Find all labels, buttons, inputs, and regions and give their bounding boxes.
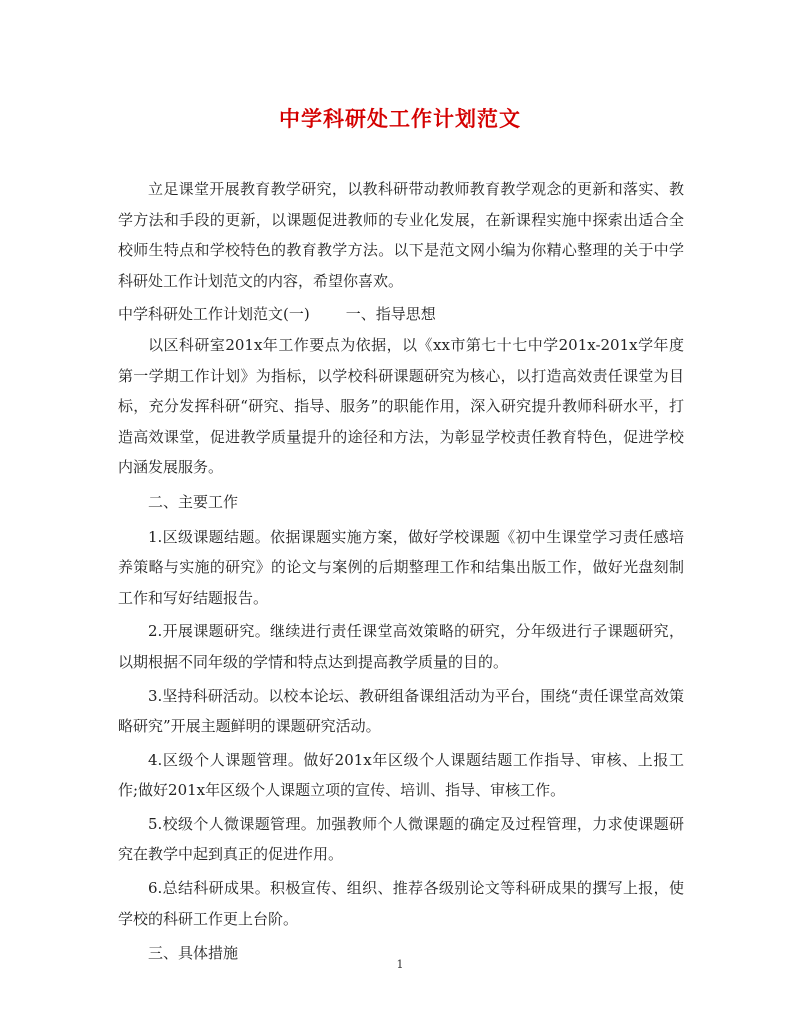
- sample-heading-line: [118, 299, 684, 330]
- sample-heading: 中学科研处工作计划范文(一): [118, 305, 310, 324]
- intro-paragraph: 立足课堂开展教育教学研究，以教科研带动教师教育教学观念的更新和落实、教学方法和手段的更新，以课题促进教师的专业化发展，在新课程实施中探索出适合全校师生特点和学校特色的教育教学方法。以下是范文网小编为你精心整理的关于中学科研处工作计划范文的内容，希望你喜欢。: [118, 180, 684, 290]
- document-body: [118, 174, 684, 973]
- guiding-paragraph: 以区科研室201x年工作要点为依据，以《xx市第七十七中学201x-201x学年度第一学期工作计划》为指标，以学校科研课题研究为核心，以打造高效责任课堂为目标，充分发挥科研“研究、指导、服务”的职能作用，深入研究提升教师科研水平，打造高效课堂，促进教学质量提升的途径和方法，为彰显学校责任教育特色，促进学校内涵发展服务。: [118, 335, 684, 477]
- document-title: 中学科研处工作计划范文: [279, 106, 521, 131]
- work-item: 2.开展课题研究。继续进行责任课堂高效策略的研究，分年级进行子课题研究，以期根据不同年级的学情和特点达到提高教学质量的目的。: [118, 622, 684, 671]
- work-item: 3.坚持科研活动。以校本论坛、教研组备课组活动为平台，围绕“责任课堂高效策略研究”开展主题鲜明的课题研究活动。: [118, 686, 684, 736]
- section-heading-measures: 三、具体措施: [148, 944, 239, 963]
- work-item: 5.校级个人微课题管理。加强教师个人微课题的确定及过程管理，力求使课题研究在教学中起到真正的促进作用。: [118, 814, 684, 864]
- section-heading-main-work: 二、主要工作: [148, 492, 239, 511]
- page-number: 1: [396, 958, 404, 971]
- section-heading-guiding: 一、指导思想: [345, 305, 436, 324]
- work-item: 4.区级个人课题管理。做好201x年区级个人课题结题工作指导、审核、上报工作;做好201x年区级个人课题立项的宣传、培训、指导、审核工作。: [118, 750, 684, 800]
- work-item: 6.总结科研成果。积极宣传、组织、推荐各级别论文等科研成果的撰写上报，使学校的科研工作更上台阶。: [118, 879, 684, 928]
- work-item: 1.区级课题结题。依据课题实施方案，做好学校课题《初中生课堂学习责任感培养策略与实施的研究》的论文与案例的后期整理工作和结集出版工作，做好光盘刻制工作和写好结题报告。: [118, 527, 684, 607]
